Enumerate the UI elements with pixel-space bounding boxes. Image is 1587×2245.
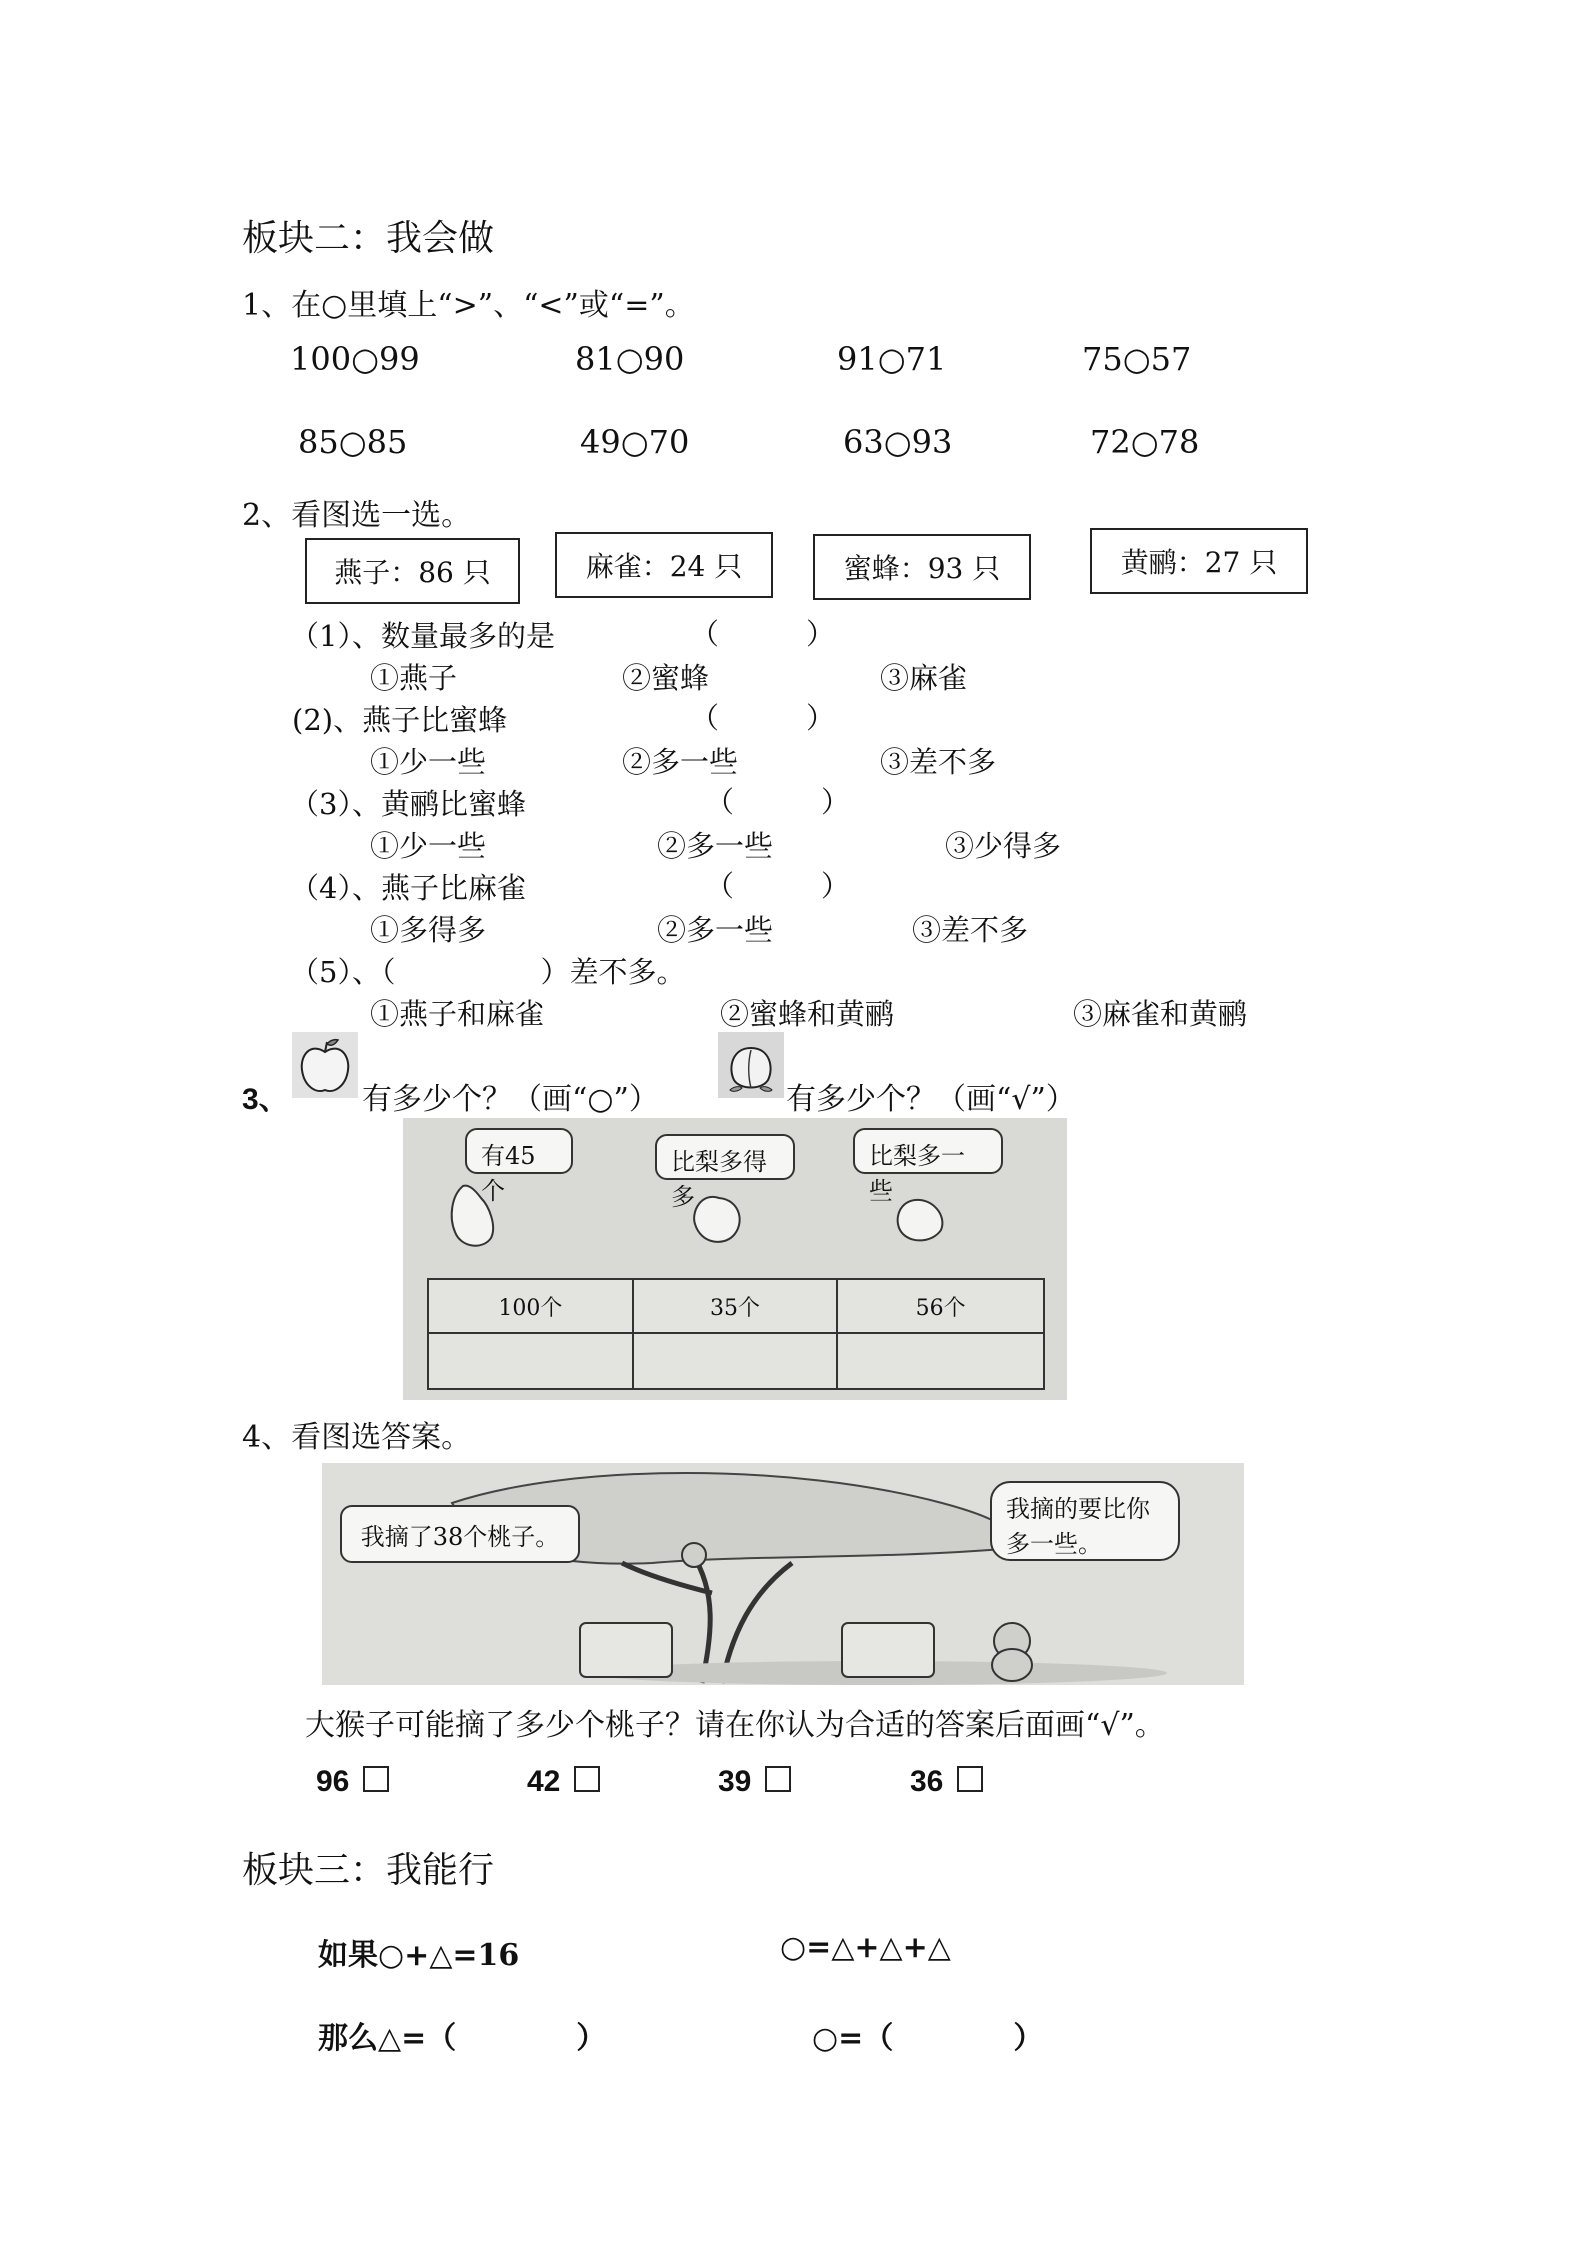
option: ③少得多 bbox=[945, 829, 1062, 863]
option: ②蜜蜂 bbox=[622, 661, 710, 695]
table-cell: 56个 bbox=[838, 1280, 1043, 1334]
table-cell bbox=[429, 1334, 634, 1388]
speech-bubble-right bbox=[990, 1481, 1180, 1561]
compare-item: 100○99 bbox=[290, 340, 420, 378]
option: ③麻雀 bbox=[880, 661, 968, 695]
compare-item: 81○90 bbox=[575, 340, 685, 378]
speech-bubble: 比梨多一些 bbox=[853, 1128, 1003, 1174]
choice-42[interactable] bbox=[527, 1765, 600, 1799]
bird-count-box: 麻雀：24 只 bbox=[555, 532, 773, 598]
q1-prompt: 1、在○里填上“>”、“<”或“=”。 bbox=[242, 288, 695, 323]
q2-item-1: （1）、数量最多的是 bbox=[290, 619, 555, 653]
choice-96[interactable] bbox=[316, 1765, 389, 1799]
q3-number: 3、 bbox=[242, 1083, 289, 1116]
bubble-line: 多一些。 bbox=[1006, 1530, 1102, 1558]
option: ①燕子 bbox=[370, 661, 458, 695]
fruit-picture bbox=[403, 1118, 1067, 1400]
answer-paren: （ ） bbox=[705, 785, 851, 819]
option: ①少一些 bbox=[370, 829, 487, 863]
option: ②蜜蜂和黄鹂 bbox=[720, 997, 895, 1031]
choice-label: 42 bbox=[527, 1765, 561, 1798]
monkey-picture bbox=[322, 1463, 1244, 1685]
option: ③差不多 bbox=[880, 745, 997, 779]
option: ①少一些 bbox=[370, 745, 487, 779]
table-cell: 35个 bbox=[634, 1280, 839, 1334]
bubble-line: 我摘的要比你 bbox=[1006, 1495, 1150, 1523]
option: ③差不多 bbox=[912, 913, 1029, 947]
q2-item-5: （5）、（ ）差不多。 bbox=[290, 955, 686, 989]
choice-label: 36 bbox=[910, 1765, 944, 1798]
option: ②多一些 bbox=[657, 913, 774, 947]
q2-item-3: （3）、黄鹂比蜜蜂 bbox=[290, 787, 526, 821]
answer-paren: （ ） bbox=[690, 617, 836, 651]
q2-item-2: (2)、燕子比蜜蜂 bbox=[292, 703, 508, 737]
compare-item: 72○78 bbox=[1090, 423, 1200, 461]
bird-count-box: 黄鹂：27 只 bbox=[1090, 528, 1308, 594]
checkbox[interactable] bbox=[363, 1766, 389, 1792]
q2-prompt: 2、看图选一选。 bbox=[242, 498, 472, 533]
answer-paren: （ ） bbox=[690, 701, 836, 735]
compare-item: 91○71 bbox=[837, 340, 947, 378]
choice-label: 96 bbox=[316, 1765, 350, 1798]
q3-apple-text: 有多少个？（画“○”） bbox=[362, 1082, 659, 1117]
option: ②多一些 bbox=[657, 829, 774, 863]
apple-icon bbox=[292, 1032, 358, 1098]
checkbox[interactable] bbox=[574, 1766, 600, 1792]
compare-item: 85○85 bbox=[298, 423, 408, 461]
answer-paren: （ ） bbox=[705, 869, 851, 903]
count-table bbox=[427, 1278, 1045, 1390]
checkbox[interactable] bbox=[957, 1766, 983, 1792]
peach-icon bbox=[718, 1032, 784, 1098]
bird-count-box: 蜜蜂：93 只 bbox=[813, 534, 1031, 600]
q4-question: 大猴子可能摘了多少个桃子？请在你认为合适的答案后面画“√”。 bbox=[305, 1708, 1165, 1743]
option: ②多一些 bbox=[622, 745, 739, 779]
table-cell bbox=[838, 1334, 1043, 1388]
q3-peach-text: 有多少个？（画“√”） bbox=[786, 1082, 1076, 1117]
answer-circle: ○=（ ） bbox=[812, 2021, 1044, 2056]
choice-label: 39 bbox=[718, 1765, 752, 1798]
answer-triangle: 那么△=（ ） bbox=[318, 2021, 607, 2056]
compare-item: 63○93 bbox=[843, 423, 953, 461]
speech-bubble-left: 我摘了38个桃子。 bbox=[340, 1505, 580, 1563]
checkbox[interactable] bbox=[765, 1766, 791, 1792]
table-cell bbox=[634, 1334, 839, 1388]
compare-item: 49○70 bbox=[580, 423, 690, 461]
q2-item-4: （4）、燕子比麻雀 bbox=[290, 871, 526, 905]
option: ①燕子和麻雀 bbox=[370, 997, 545, 1031]
speech-bubble: 比梨多得多 bbox=[655, 1134, 795, 1180]
table-cell: 100个 bbox=[429, 1280, 634, 1334]
section-3-title: 板块三：我能行 bbox=[242, 1850, 495, 1891]
q4-prompt: 4、看图选答案。 bbox=[242, 1420, 472, 1455]
option: ①多得多 bbox=[370, 913, 487, 947]
equation-1: 如果○+△=16 bbox=[318, 1938, 520, 1973]
choice-36[interactable] bbox=[910, 1765, 983, 1799]
option: ③麻雀和黄鹂 bbox=[1073, 997, 1248, 1031]
section-2-title: 板块二：我会做 bbox=[242, 218, 495, 259]
speech-bubble: 有45个 bbox=[465, 1128, 573, 1174]
equation-2: ○=△+△+△ bbox=[780, 1930, 951, 1965]
choice-39[interactable] bbox=[718, 1765, 791, 1799]
bird-count-box: 燕子：86 只 bbox=[305, 538, 520, 604]
compare-item: 75○57 bbox=[1082, 340, 1192, 378]
